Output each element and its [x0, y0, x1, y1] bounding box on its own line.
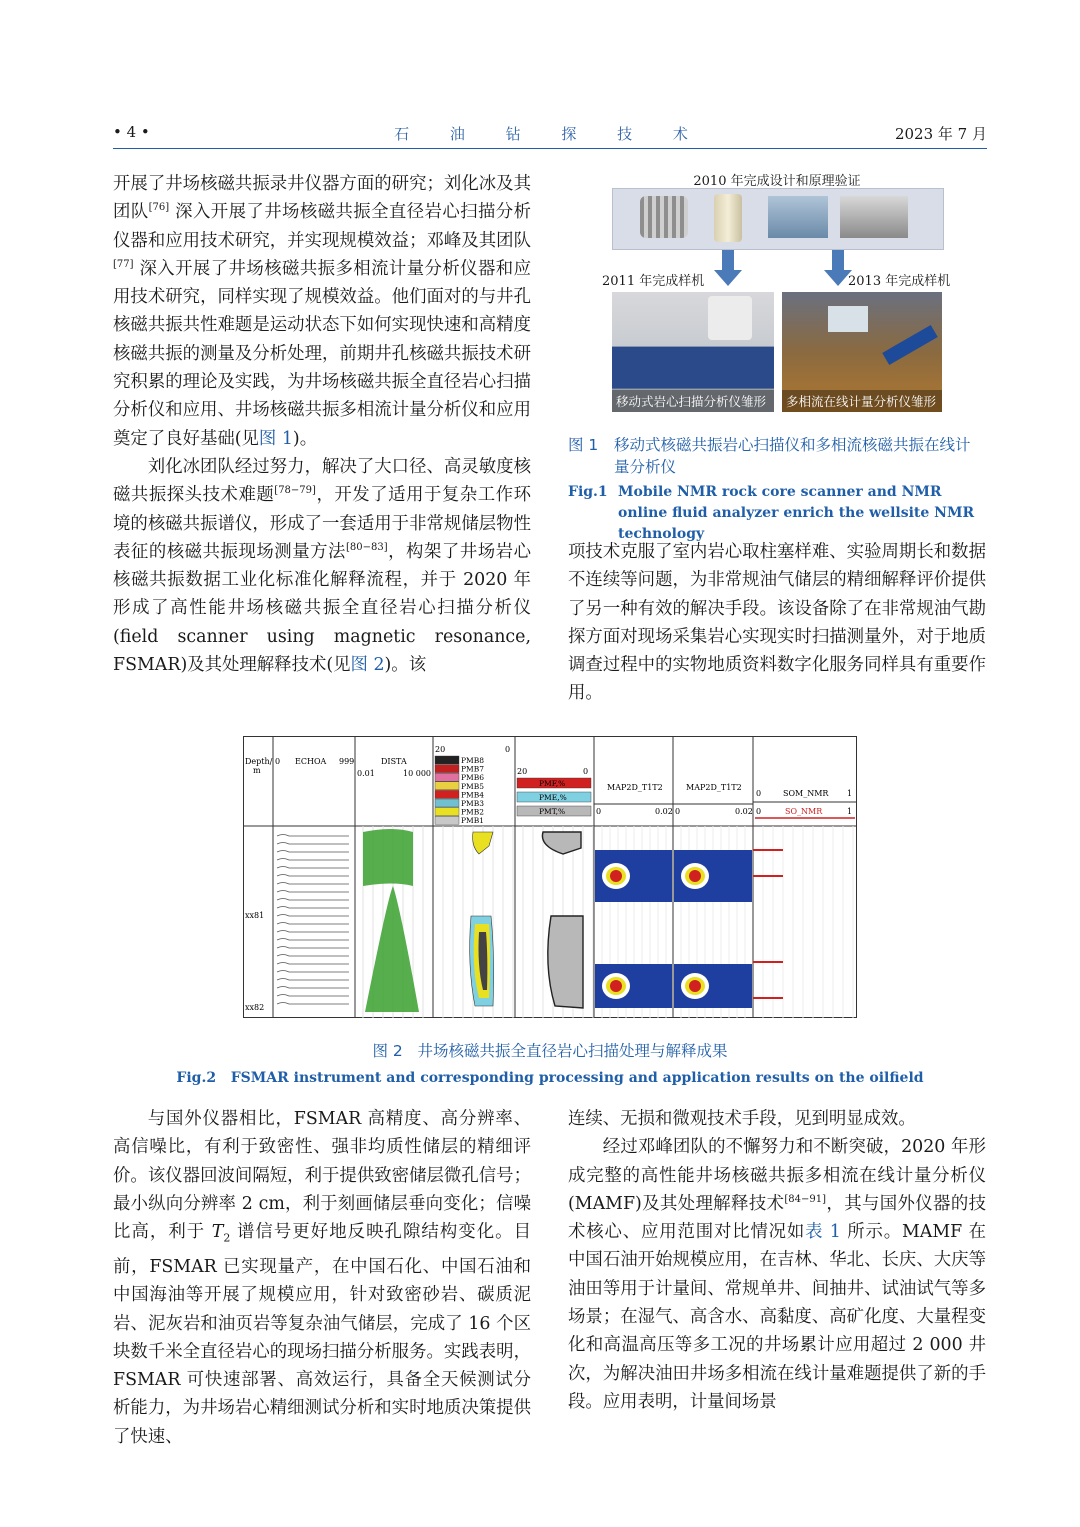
pmb-swatch: [435, 765, 459, 773]
pmb-right: 0: [505, 745, 511, 754]
paragraph-2: [113, 453, 531, 679]
photo-caption: 多相流在线计量分析仪雏形: [782, 390, 942, 412]
text-run: 开展了井场核磁共振录井仪器方面的研究；刘化冰及其团队: [113, 174, 531, 223]
text-run: 谱信号更好地反映孔隙结构变化。目前，FSMAR 已实现量产，在中国石化、中国石油和中国海油等开展了规模应用，针对致密砂岩、碳质泥岩、泥灰岩和油页岩等复杂油气储层，完成了 16 个区块数千米全直径岩心的现场扫描分析服务。实践表明，FSMAR 可快速部署、高效运行，具备全天候测试分析能力，为井场岩心精细测试分析和实时地质决策提供了快速、: [113, 1222, 532, 1447]
paragraph-1: [113, 170, 531, 453]
journal-title: 石 油 钻 探 技 术: [394, 125, 706, 143]
pmb-label: PMB3: [461, 799, 485, 808]
pmb-swatch: [435, 773, 459, 781]
pmb-label: PMB1: [461, 816, 485, 826]
citation: [77]: [113, 259, 134, 271]
map2-name: MAP2D_T1T2: [686, 783, 742, 792]
som-left: 0: [756, 789, 762, 798]
text-run: )。该: [384, 655, 427, 676]
so-right: 1: [847, 807, 853, 816]
map1-right: 0.02: [655, 807, 673, 816]
pmf-left: 20: [517, 767, 528, 776]
map-red: [689, 870, 701, 882]
fig1-caption-en: [568, 482, 986, 545]
paragraph-5: 连续、无损和微观技术手段，见到明显成效。: [568, 1109, 916, 1129]
pmf-right: 0: [583, 767, 589, 776]
text-run: 刘化冰团队经过努力，解决了大口径、高灵敏度核磁共振探头技术难题: [113, 456, 531, 506]
pmb-label: PMB8: [461, 756, 485, 765]
fig1-right-label: 2013 年完成样机: [848, 274, 951, 289]
fig2-number-en: Fig.2: [176, 1070, 217, 1086]
text-run: 所示。MAMF 在中国石油开始规模应用，在吉林、华北、长庆、大庆等油田等用于计量间、常规单井、间抽井、试油试气等多场景；在湿气、高含水、高黏度、高矿化度、大量程变化和高温高压等多工况的井场累计应用超过 2 000 井次，为解决油田井场多相流在线计量难题提供了新的手段。应用表明，计量间场景: [568, 1222, 986, 1412]
photo-core-scanner: [612, 292, 774, 412]
map-red: [610, 870, 622, 882]
coil-photo: [640, 196, 688, 238]
citation: [84−91]: [784, 1194, 827, 1206]
spectrum-top: [363, 829, 413, 886]
pmf-legend: [517, 778, 591, 816]
map-red: [689, 980, 701, 992]
pmf-label: PMF,%: [539, 779, 566, 788]
fig1-number-cn: 图 1: [568, 436, 599, 454]
pmb-swatch: [435, 782, 459, 790]
som-right: 1: [847, 789, 853, 798]
dista-name: DISTA: [381, 757, 407, 766]
running-header: [113, 123, 987, 147]
pmb-label: PMB4: [461, 790, 485, 800]
table-link[interactable]: 表 1: [805, 1222, 841, 1243]
t2-subscript: 2: [223, 1231, 231, 1245]
dista-right: 10 000: [403, 769, 431, 778]
text-run: )。: [292, 428, 318, 449]
paragraph-3: 项技术克服了室内岩心取柱塞样难、实验周期长和数据不连续等问题，为非常规油气储层的精细解释评价提供了另一种有效的解决手段。该设备除了在非常规油气勘探方面对现场采集岩心实现实时扫描测量外，对于地质调查过程中的实物地质资料数字化服务同样具有重要作用。: [568, 542, 986, 704]
paragraph-4: [113, 1105, 531, 1451]
t2-symbol: T: [211, 1222, 224, 1243]
depth-header: Depth/: [245, 757, 273, 766]
photo-caption: 移动式岩心扫描分析仪雏形: [612, 390, 774, 412]
pmb-swatch: [435, 790, 459, 798]
map-red: [610, 980, 622, 992]
depth-mark-xx82: xx82: [245, 1003, 265, 1012]
right-column-top: [568, 538, 986, 708]
dista-left: 0.01: [357, 769, 375, 778]
fig2-title-en: FSMAR instrument and corresponding processing and application results on the oilfield: [230, 1070, 924, 1086]
fig2-caption-cn: [113, 1040, 987, 1062]
analyzer-laptop: [828, 306, 868, 332]
citation: [76]: [148, 202, 170, 214]
pmb-swatch: [435, 816, 459, 824]
pmb-label: PMB2: [461, 807, 485, 817]
text-run: ，其与国外仪器的技术核心、应用范围对比情况如: [568, 1193, 986, 1243]
map1-name: MAP2D_T1T2: [607, 783, 663, 792]
pmf-bottom: [548, 916, 583, 1008]
depth-mark-xx81: xx81: [245, 911, 265, 920]
so-name: SO_NMR: [785, 807, 823, 816]
som-name: SOM_NMR: [783, 789, 829, 798]
issue-date: 2023 年 7 月: [894, 125, 987, 143]
figure-link[interactable]: 图 2: [350, 655, 385, 676]
page-number: • 4 •: [113, 123, 150, 141]
fig1-number-en: Fig.1: [568, 484, 608, 500]
citation: [80−83]: [345, 542, 388, 554]
citation: [78−79]: [274, 485, 316, 497]
header-rule: [113, 148, 987, 149]
fig1-caption-cn: [568, 434, 986, 478]
map2-left: 0: [675, 807, 681, 816]
pmb-left: 20: [435, 745, 446, 754]
pmb-swatch: [435, 808, 459, 816]
lab-bench-photo: [768, 196, 828, 238]
figure-1: [568, 160, 986, 542]
echoa-name: ECHOA: [295, 757, 327, 766]
depth-unit: m: [253, 766, 261, 775]
text-run: ，开发了适用于复杂工作环境的核磁共振谱仪，形成了一套适用于非常规储层物性表征的核磁共振现场测量方法: [113, 485, 531, 562]
map2-right: 0.02: [735, 807, 753, 816]
pmb-label: PMB6: [461, 773, 485, 783]
pmf-label: PMT,%: [539, 807, 566, 816]
fig2-title-cn: 井场核磁共振全直径岩心扫描处理与解释成果: [417, 1042, 728, 1060]
down-arrow-icon: [708, 250, 748, 290]
cylinder-photo: [714, 194, 742, 242]
pmf-label: PME,%: [539, 793, 567, 802]
paragraph-6: [568, 1133, 986, 1416]
text-run: 与国外仪器相比，FSMAR 高精度、高分辨率、高信噪比，有利于致密性、强非均质性储层的精细评价。该仪器回波间隔短，利于提供致密储层微孔信号；最小纵向分辨率 2 cm，利于刻画储层垂向变化；信噪比高，利于: [113, 1109, 531, 1243]
fig1-title-cn: 移动式核磁共振岩心扫描仪和多相流核磁共振在线计量分析仪: [614, 436, 971, 476]
map1-left: 0: [596, 807, 602, 816]
figure-2-log-plot: [243, 736, 857, 1018]
text-run: 经过邓峰团队的不懈努力和不断突破，2020 年形成完整的高性能井场核磁共振多相流在线计量分析仪(MAMF)及其处理解释技术: [568, 1137, 986, 1214]
fig2-number-cn: 图 2: [372, 1042, 403, 1060]
fig1-left-label: 2011 年完成样机: [602, 274, 705, 289]
left-column-top: [113, 170, 531, 679]
pmb-swatch: [435, 756, 459, 764]
figure-link[interactable]: 图 1: [258, 428, 293, 449]
pmb-label: PMB7: [461, 764, 485, 774]
echoa-left: 0: [275, 757, 281, 766]
text-run: 深入开展了井场核磁共振全直径岩心扫描分析仪器和应用技术研究，并实现规模效益；邓峰及其团队: [113, 202, 531, 251]
down-arrow-icon: [818, 250, 858, 290]
pmb-label: PMB5: [461, 781, 485, 791]
text-run: 深入开展了井场核磁共振多相流计量分析仪器和应用技术研究，同样实现了规模效益。他们面对的与井孔核磁共振共性难题是运动状态下如何实现快速和高精度核磁共振的测量及分析处理，前期井孔核磁共振技术研究积累的理论及实践，为井场核磁共振全直径岩心扫描分析仪和应用、井场核磁共振多相流计量分析仪和应用奠定了良好基础(见: [113, 258, 531, 449]
scanner-head: [708, 296, 752, 340]
fig1-top-label: 2010 年完成设计和原理验证: [693, 174, 861, 189]
echoa-right: 999: [339, 757, 355, 766]
text-run: ，构架了井场岩心核磁共振数据工业化标准化解释流程，并于 2020 年形成了高性能井场核磁共振全直径岩心扫描分析仪(field scanner using magnetic resonance, FSMAR)及其处理解释技术(见: [113, 541, 531, 676]
pmb-swatch: [435, 799, 459, 807]
fig2-caption-en: [113, 1068, 987, 1089]
left-column-bottom: [113, 1105, 531, 1451]
laptop-photo: [840, 196, 908, 238]
so-left: 0: [756, 807, 762, 816]
right-column-bottom: [568, 1105, 986, 1416]
photo-flow-analyzer: [782, 292, 942, 412]
fig1-title-en: Mobile NMR rock core scanner and NMR online fluid analyzer enrich the wellsite NMR technology: [618, 484, 975, 542]
analyzer-pipe: [882, 325, 937, 365]
